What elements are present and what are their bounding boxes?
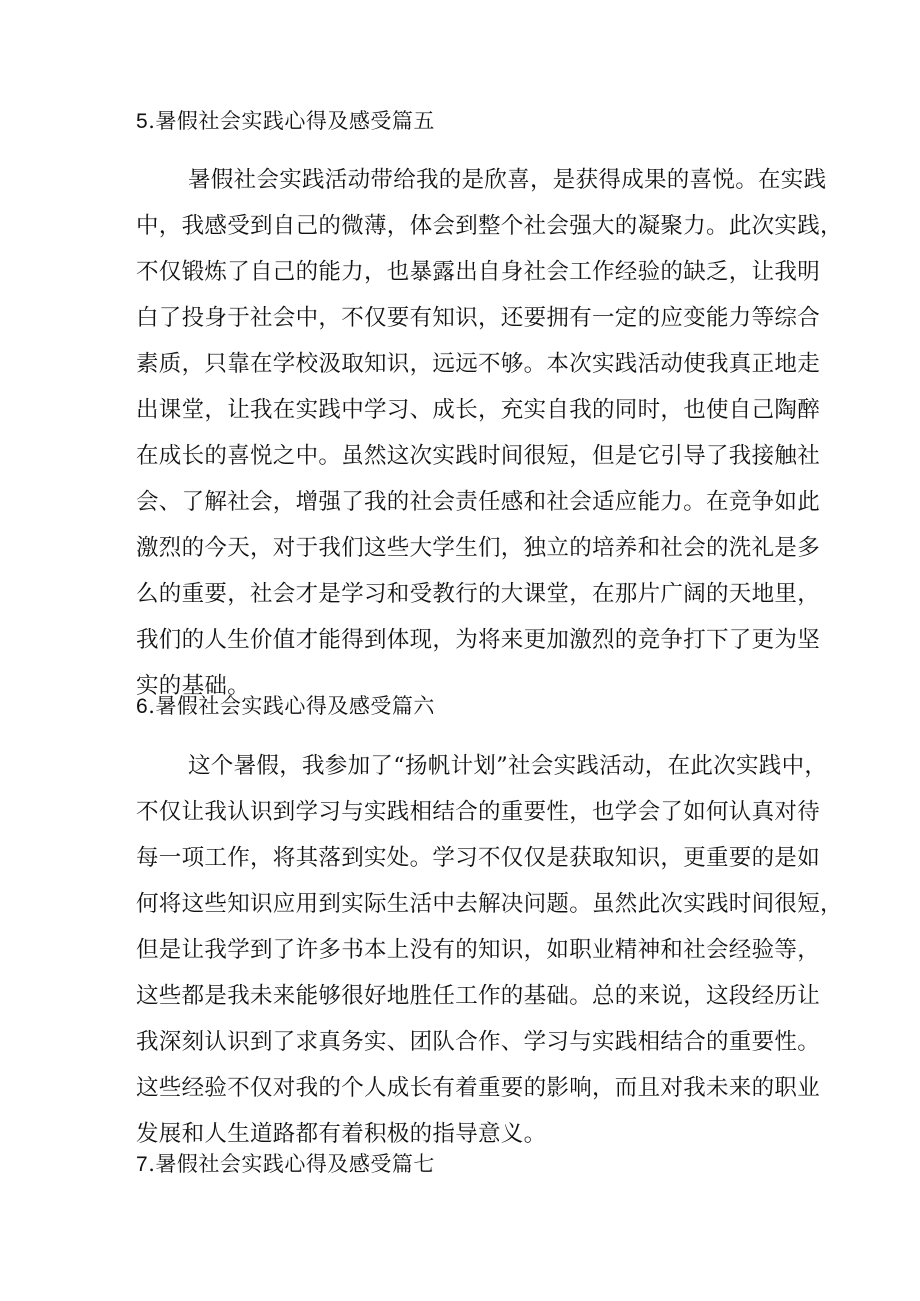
section-title: .暑假社会实践心得及感受篇五 (148, 109, 435, 133)
paragraph-line: 这些经验不仅对我的个人成长有着重要的影响，而且对我未来的职业 (136, 1075, 821, 1101)
paragraph-line: 但是让我学到了许多书本上没有的知识，如职业精神和社会经验等， (136, 937, 821, 963)
paragraph-line: 么的重要，社会才是学习和受教行的大课堂，在那片广阔的天地里， (136, 581, 821, 607)
paragraph-line: 这个暑假，我参加了“扬帆计划”社会实践活动，在此次实践中， (188, 753, 828, 779)
paragraph-section-6 (136, 743, 843, 1157)
paragraph-line: 素质，只靠在学校汲取知识，远远不够。本次实践活动使我真正地走 (136, 351, 821, 377)
paragraph-line: 出课堂，让我在实践中学习、成长，充实自我的同时，也使自己陶醉 (136, 397, 821, 423)
paragraph-line: 激烈的今天，对于我们这些大学生们，独立的培养和社会的洗礼是多 (136, 535, 821, 561)
paragraph-line: 不仅让我认识到学习与实践相结合的重要性，也学会了如何认真对待 (136, 799, 821, 825)
section-heading-6 (136, 692, 435, 721)
paragraph-line: 暑假社会实践活动带给我的是欣喜，是获得成果的喜悦。在实践 (188, 167, 827, 193)
paragraph-line: 实的基础。 (136, 673, 251, 699)
paragraph-section-5 (136, 157, 843, 709)
section-heading-5 (136, 107, 435, 136)
section-number: 7 (136, 1153, 149, 1176)
paragraph-line: 白了投身于社会中，不仅要有知识，还要拥有一定的应变能力等综合 (136, 305, 821, 331)
paragraph-line: 不仅锻炼了自己的能力，也暴露出自身社会工作经验的缺乏，让我明 (136, 259, 821, 285)
paragraph-line: 每一项工作，将其落到实处。学习不仅仅是获取知识，更重要的是如 (136, 845, 821, 871)
paragraph-line: 我深刻认识到了求真务实、团队合作、学习与实践相结合的重要性。 (136, 1029, 821, 1055)
paragraph-line: 我们的人生价值才能得到体现，为将来更加激烈的竞争打下了更为坚 (136, 627, 821, 653)
section-number: 6 (136, 695, 149, 718)
section-title: .暑假社会实践心得及感受篇六 (148, 694, 435, 718)
section-title: .暑假社会实践心得及感受篇七 (148, 1152, 435, 1176)
section-heading-7 (136, 1150, 435, 1179)
paragraph-line: 何将这些知识应用到实际生活中去解决问题。虽然此次实践时间很短， (136, 891, 843, 917)
paragraph-line: 中，我感受到自己的微薄，体会到整个社会强大的凝聚力。此次实践， (136, 213, 843, 239)
paragraph-line: 会、了解社会，增强了我的社会责任感和社会适应能力。在竞争如此 (136, 489, 821, 515)
paragraph-line: 发展和人生道路都有着积极的指导意义。 (136, 1121, 547, 1147)
paragraph-line: 这些都是我未来能够很好地胜任工作的基础。总的来说，这段经历让 (136, 983, 821, 1009)
paragraph-line: 在成长的喜悦之中。虽然这次实践时间很短，但是它引导了我接触社 (136, 443, 821, 469)
section-number: 5 (136, 110, 149, 133)
